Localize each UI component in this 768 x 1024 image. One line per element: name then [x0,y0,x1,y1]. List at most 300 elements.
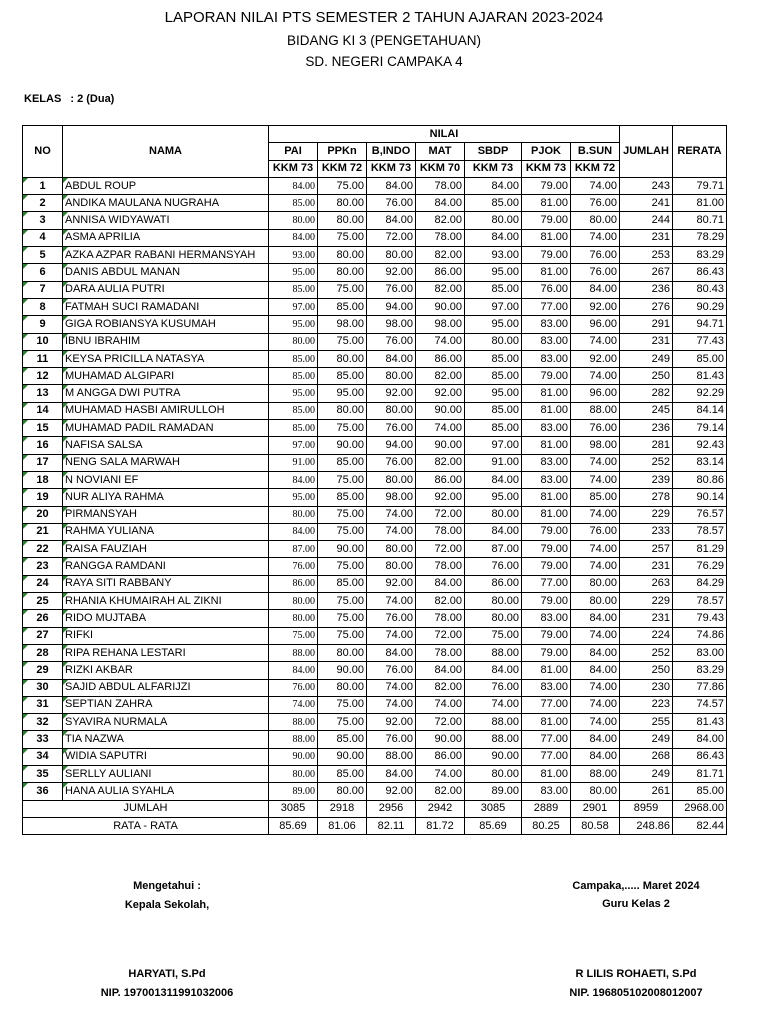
rerata-cell: 77.43 [673,333,727,350]
score-cell: 82.00 [416,454,465,471]
grades-body [23,177,727,800]
score-cell: 76.00 [571,264,620,281]
student-name: MUHAMAD ALGIPARI [63,368,269,385]
average-cell: 81.06 [318,817,367,834]
jumlah-cell: 230 [620,679,673,696]
table-row [23,523,727,540]
table-row [23,420,727,437]
score-cell: 80.00 [269,610,318,627]
score-cell: 75.00 [318,714,367,731]
score-cell: 79.00 [522,593,571,610]
score-cell: 92.00 [571,350,620,367]
col-name-header: NAMA [63,126,269,178]
row-number: 14 [23,402,63,419]
jumlah-cell: 233 [620,523,673,540]
row-number: 27 [23,627,63,644]
rerata-cell: 84.00 [673,731,727,748]
score-cell: 86.00 [416,350,465,367]
score-cell: 76.00 [465,558,522,575]
score-cell: 95.00 [318,385,367,402]
row-number: 28 [23,644,63,661]
report-subtitle: BIDANG KI 3 (PENGETAHUAN) [286,33,482,48]
score-cell: 80.00 [318,644,367,661]
score-cell: 98.00 [571,437,620,454]
school-name: SD. NEGERI CAMPAKA 4 [305,54,463,69]
rerata-cell: 76.57 [673,506,727,523]
student-name: FATMAH SUCI RAMADANI [63,298,269,315]
rerata-cell: 92.43 [673,437,727,454]
student-name: RAYA SITI RABBANY [63,575,269,592]
score-cell: 74.00 [571,558,620,575]
score-cell: 85.00 [465,195,522,212]
rerata-cell: 76.29 [673,558,727,575]
row-number: 18 [23,471,63,488]
score-cell: 84.00 [465,662,522,679]
jumlah-cell: 249 [620,731,673,748]
student-name: MUHAMAD PADIL RAMADAN [63,420,269,437]
rerata-cell: 84.29 [673,575,727,592]
score-cell: 79.00 [522,644,571,661]
rerata-cell: 78.29 [673,229,727,246]
table-row [23,333,727,350]
table-row [23,402,727,419]
student-name: RIPA REHANA LESTARI [63,644,269,661]
score-cell: 75.00 [318,229,367,246]
jumlah-cell: 252 [620,454,673,471]
score-cell: 74.00 [571,714,620,731]
total-cell: 3085 [465,800,522,817]
row-number: 7 [23,281,63,298]
score-cell: 72.00 [416,506,465,523]
student-name: PIRMANSYAH [63,506,269,523]
row-number: 26 [23,610,63,627]
student-name: DARA AULIA PUTRI [63,281,269,298]
score-cell: 76.00 [367,195,416,212]
jumlah-cell: 263 [620,575,673,592]
subject-header: B.SUN [571,143,620,160]
score-cell: 90.00 [269,748,318,765]
score-cell: 91.00 [465,454,522,471]
score-cell: 80.00 [318,783,367,800]
score-cell: 74.00 [367,627,416,644]
score-cell: 81.00 [522,402,571,419]
row-number: 20 [23,506,63,523]
score-cell: 84.00 [269,662,318,679]
principal-title: Kepala Sekolah, [124,899,210,911]
rerata-cell: 83.29 [673,247,727,264]
kkm-header: KKM 72 [318,160,367,177]
score-cell: 75.00 [318,420,367,437]
score-cell: 76.00 [465,679,522,696]
score-cell: 80.00 [465,333,522,350]
score-cell: 88.00 [465,714,522,731]
score-cell: 74.00 [367,506,416,523]
total-rerata: 2968.00 [673,800,727,817]
score-cell: 77.00 [522,748,571,765]
table-row [23,316,727,333]
score-cell: 72.00 [416,541,465,558]
score-cell: 79.00 [522,368,571,385]
student-name: N NOVIANI EF [63,471,269,488]
subject-header: PJOK [522,143,571,160]
rerata-cell: 83.00 [673,644,727,661]
jumlah-cell: 257 [620,541,673,558]
score-cell: 83.00 [522,610,571,627]
rerata-cell: 79.71 [673,177,727,194]
row-number: 4 [23,229,63,246]
score-cell: 85.00 [465,420,522,437]
score-cell: 95.00 [269,264,318,281]
col-nilai-header: NILAI [269,126,620,143]
table-row [23,575,727,592]
student-name: GIGA ROBIANSYA KUSUMAH [63,316,269,333]
total-label: JUMLAH [23,800,269,817]
score-cell: 83.00 [522,454,571,471]
jumlah-cell: 253 [620,247,673,264]
score-cell: 84.00 [367,644,416,661]
score-cell: 92.00 [416,489,465,506]
row-number: 32 [23,714,63,731]
score-cell: 90.00 [465,748,522,765]
principal-nip: NIP. 197001311991032006 [100,987,234,999]
score-cell: 88.00 [367,748,416,765]
score-cell: 88.00 [571,402,620,419]
score-cell: 85.00 [318,765,367,782]
table-row [23,454,727,471]
jumlah-cell: 261 [620,783,673,800]
score-cell: 76.00 [367,420,416,437]
score-cell: 80.00 [367,471,416,488]
score-cell: 81.00 [522,765,571,782]
jumlah-cell: 250 [620,662,673,679]
score-cell: 93.00 [465,247,522,264]
score-cell: 85.00 [269,402,318,419]
student-name: RHANIA KHUMAIRAH AL ZIKNI [63,593,269,610]
teacher-nip: NIP. 196805102008012007 [569,987,703,999]
score-cell: 83.00 [522,316,571,333]
score-cell: 76.00 [571,195,620,212]
score-cell: 80.00 [571,575,620,592]
rerata-cell: 78.57 [673,593,727,610]
student-name: ASMA APRILIA [63,229,269,246]
score-cell: 85.00 [318,454,367,471]
score-cell: 75.00 [318,593,367,610]
score-cell: 92.00 [367,714,416,731]
score-cell: 95.00 [465,264,522,281]
student-name: ANDIKA MAULANA NUGRAHA [63,195,269,212]
rerata-cell: 80.43 [673,281,727,298]
score-cell: 80.00 [269,593,318,610]
score-cell: 76.00 [571,420,620,437]
score-cell: 92.00 [367,575,416,592]
student-name: AZKA AZPAR RABANI HERMANSYAH [63,247,269,264]
score-cell: 94.00 [367,298,416,315]
jumlah-cell: 267 [620,264,673,281]
score-cell: 75.00 [269,627,318,644]
jumlah-cell: 239 [620,471,673,488]
table-row [23,558,727,575]
score-cell: 79.00 [522,247,571,264]
kkm-header: KKM 73 [465,160,522,177]
score-cell: 72.00 [416,714,465,731]
table-row [23,281,727,298]
rerata-cell: 81.00 [673,195,727,212]
score-cell: 76.00 [522,281,571,298]
report-title: LAPORAN NILAI PTS SEMESTER 2 TAHUN AJARAN 2023-2024 [164,9,604,26]
subject-header: SBDP [465,143,522,160]
score-cell: 76.00 [367,610,416,627]
score-cell: 74.00 [571,541,620,558]
jumlah-cell: 229 [620,593,673,610]
score-cell: 90.00 [416,731,465,748]
row-number: 12 [23,368,63,385]
score-cell: 84.00 [571,644,620,661]
score-cell: 80.00 [367,247,416,264]
score-cell: 84.00 [465,523,522,540]
kkm-header: KKM 73 [522,160,571,177]
score-cell: 85.00 [465,402,522,419]
table-row [23,644,727,661]
row-number: 9 [23,316,63,333]
average-cell: 80.58 [571,817,620,834]
rerata-cell: 86.43 [673,264,727,281]
score-cell: 81.00 [522,506,571,523]
score-cell: 76.00 [367,333,416,350]
row-number: 22 [23,541,63,558]
row-number: 36 [23,783,63,800]
score-cell: 95.00 [269,489,318,506]
rerata-cell: 94.71 [673,316,727,333]
subject-header: PAI [269,143,318,160]
score-cell: 88.00 [465,731,522,748]
score-cell: 82.00 [416,783,465,800]
row-number: 11 [23,350,63,367]
score-cell: 76.00 [367,731,416,748]
table-row [23,177,727,194]
row-number: 1 [23,177,63,194]
row-number: 24 [23,575,63,592]
jumlah-cell: 252 [620,644,673,661]
student-name: SEPTIAN ZAHRA [63,696,269,713]
score-cell: 79.00 [522,212,571,229]
table-row [23,506,727,523]
score-cell: 79.00 [522,627,571,644]
score-cell: 84.00 [416,195,465,212]
score-cell: 84.00 [367,765,416,782]
jumlah-cell: 231 [620,333,673,350]
row-number: 29 [23,662,63,679]
average-cell: 82.11 [367,817,416,834]
score-cell: 80.00 [465,765,522,782]
score-cell: 80.00 [318,402,367,419]
score-cell: 76.00 [571,247,620,264]
jumlah-cell: 281 [620,437,673,454]
table-row [23,731,727,748]
jumlah-cell: 236 [620,281,673,298]
score-cell: 81.00 [522,385,571,402]
score-cell: 97.00 [269,437,318,454]
score-cell: 84.00 [367,177,416,194]
row-number: 19 [23,489,63,506]
jumlah-cell: 282 [620,385,673,402]
total-row [23,800,727,817]
student-name: IBNU IBRAHIM [63,333,269,350]
score-cell: 93.00 [269,247,318,264]
score-cell: 85.00 [269,195,318,212]
score-cell: 80.00 [318,350,367,367]
score-cell: 80.00 [318,264,367,281]
grades-table [22,125,727,835]
score-cell: 85.00 [269,420,318,437]
row-number: 34 [23,748,63,765]
score-cell: 74.00 [571,696,620,713]
rerata-cell: 78.57 [673,523,727,540]
score-cell: 85.00 [318,575,367,592]
average-cell: 85.69 [465,817,522,834]
table-row [23,385,727,402]
score-cell: 96.00 [571,316,620,333]
average-cell: 81.72 [416,817,465,834]
kkm-header: KKM 70 [416,160,465,177]
rerata-cell: 92.29 [673,385,727,402]
score-cell: 82.00 [416,593,465,610]
row-number: 2 [23,195,63,212]
jumlah-cell: 224 [620,627,673,644]
score-cell: 74.00 [416,696,465,713]
jumlah-cell: 249 [620,765,673,782]
score-cell: 84.00 [416,575,465,592]
score-cell: 79.00 [522,523,571,540]
student-name: RIFKI [63,627,269,644]
jumlah-cell: 231 [620,558,673,575]
table-row [23,610,727,627]
student-name: KEYSA PRICILLA NATASYA [63,350,269,367]
score-cell: 82.00 [416,212,465,229]
score-cell: 82.00 [416,679,465,696]
score-cell: 90.00 [318,541,367,558]
row-number: 17 [23,454,63,471]
score-cell: 90.00 [318,662,367,679]
rerata-cell: 86.43 [673,748,727,765]
score-cell: 82.00 [416,281,465,298]
student-name: RAISA FAUZIAH [63,541,269,558]
score-cell: 80.00 [318,195,367,212]
score-cell: 72.00 [367,229,416,246]
score-cell: 74.00 [571,471,620,488]
score-cell: 75.00 [318,696,367,713]
rerata-cell: 74.86 [673,627,727,644]
score-cell: 95.00 [269,385,318,402]
score-cell: 81.00 [522,662,571,679]
rerata-cell: 83.14 [673,454,727,471]
score-cell: 82.00 [416,368,465,385]
score-cell: 92.00 [367,264,416,281]
score-cell: 74.00 [571,368,620,385]
row-number: 21 [23,523,63,540]
row-number: 10 [23,333,63,350]
score-cell: 90.00 [416,298,465,315]
score-cell: 80.00 [318,679,367,696]
score-cell: 85.00 [465,281,522,298]
score-cell: 85.00 [269,368,318,385]
average-cell: 85.69 [269,817,318,834]
score-cell: 74.00 [571,627,620,644]
score-cell: 74.00 [571,177,620,194]
score-cell: 92.00 [367,385,416,402]
total-cell: 3085 [269,800,318,817]
score-cell: 75.00 [318,281,367,298]
score-cell: 84.00 [269,177,318,194]
subject-header: PPKn [318,143,367,160]
jumlah-cell: 245 [620,402,673,419]
total-cell: 2889 [522,800,571,817]
score-cell: 79.00 [522,558,571,575]
class-label: KELAS [24,93,62,105]
score-cell: 87.00 [465,541,522,558]
score-cell: 83.00 [522,420,571,437]
score-cell: 76.00 [571,523,620,540]
jumlah-cell: 268 [620,748,673,765]
score-cell: 85.00 [318,489,367,506]
score-cell: 74.00 [367,593,416,610]
average-label: RATA - RATA [23,817,269,834]
score-cell: 90.00 [318,748,367,765]
score-cell: 75.00 [318,523,367,540]
score-cell: 78.00 [416,610,465,627]
rerata-cell: 81.43 [673,368,727,385]
score-cell: 80.00 [367,402,416,419]
score-cell: 80.00 [269,333,318,350]
score-cell: 78.00 [416,229,465,246]
table-row [23,212,727,229]
row-number: 33 [23,731,63,748]
score-cell: 80.00 [571,212,620,229]
score-cell: 80.00 [269,765,318,782]
jumlah-cell: 231 [620,610,673,627]
jumlah-cell: 249 [620,350,673,367]
jumlah-cell: 244 [620,212,673,229]
rerata-cell: 79.14 [673,420,727,437]
score-cell: 78.00 [416,644,465,661]
score-cell: 85.00 [465,350,522,367]
score-cell: 80.00 [367,368,416,385]
score-cell: 74.00 [416,765,465,782]
score-cell: 74.00 [571,454,620,471]
score-cell: 74.00 [269,696,318,713]
score-cell: 81.00 [522,264,571,281]
score-cell: 80.00 [571,593,620,610]
rerata-cell: 81.29 [673,541,727,558]
score-cell: 95.00 [465,489,522,506]
score-cell: 85.00 [318,731,367,748]
score-cell: 81.00 [522,229,571,246]
score-cell: 84.00 [269,471,318,488]
student-name: SERLLY AULIANI [63,765,269,782]
score-cell: 95.00 [465,316,522,333]
teacher-title: Guru Kelas 2 [602,898,670,910]
score-cell: 80.00 [465,212,522,229]
score-cell: 75.00 [465,627,522,644]
class-info [24,93,114,105]
score-cell: 75.00 [318,558,367,575]
student-name: NENG SALA MARWAH [63,454,269,471]
row-number: 13 [23,385,63,402]
score-cell: 84.00 [571,662,620,679]
score-cell: 88.00 [269,644,318,661]
score-cell: 74.00 [465,696,522,713]
rerata-cell: 77.86 [673,679,727,696]
jumlah-cell: 241 [620,195,673,212]
